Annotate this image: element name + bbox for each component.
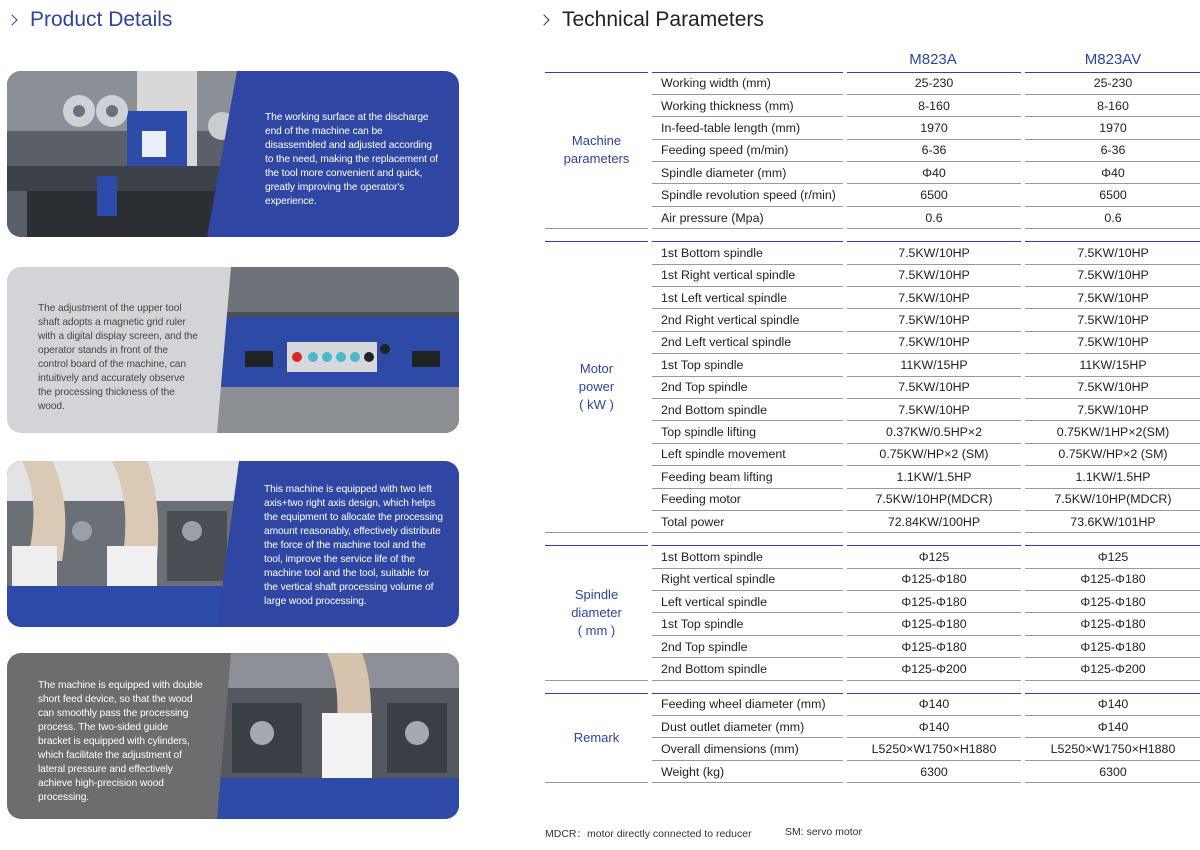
parameter-value-m823av: 7.5KW/10HP — [1023, 376, 1200, 398]
parameter-name: 1st Bottom spindle — [650, 546, 845, 568]
feature-card-axis-design — [7, 461, 459, 627]
parameter-name: 1st Top spindle — [650, 613, 845, 635]
technical-parameters-header — [540, 6, 764, 34]
parameter-value-m823av: 7.5KW/10HP(MDCR) — [1023, 488, 1200, 510]
parameter-name: 1st Bottom spindle — [650, 242, 845, 264]
machine-photo-spindles — [7, 461, 252, 627]
model-header: M823A — [845, 48, 1023, 72]
parameter-value-m823av: 0.75KW/HP×2 (SM) — [1023, 443, 1200, 465]
parameter-name: 1st Left vertical spindle — [650, 287, 845, 309]
parameter-value-m823a: Φ125-Φ180 — [845, 591, 1023, 613]
parameter-name: Air pressure (Mpa) — [650, 206, 845, 228]
parameter-value-m823av: Φ140 — [1023, 693, 1200, 715]
table-row — [545, 242, 1200, 264]
parameter-value-m823a: 7.5KW/10HP(MDCR) — [845, 488, 1023, 510]
group-label-line: power — [578, 379, 615, 395]
parameter-value-m823a: 25-230 — [845, 72, 1023, 94]
parameter-name: Top spindle lifting — [650, 421, 845, 443]
parameter-name: Spindle revolution speed (r/min) — [650, 184, 845, 206]
parameter-name: 2nd Left vertical spindle — [650, 331, 845, 353]
parameter-value-m823a: Φ125-Φ180 — [845, 568, 1023, 590]
table-row — [545, 546, 1200, 568]
parameter-value-m823av: 1.1KW/1.5HP — [1023, 466, 1200, 488]
parameter-name: Right vertical spindle — [650, 568, 845, 590]
parameter-value-m823a: 72.84KW/100HP — [845, 510, 1023, 532]
parameter-value-m823av: 7.5KW/10HP — [1023, 242, 1200, 264]
group-label-line: diameter — [571, 604, 622, 620]
parameter-name: Feeding wheel diameter (mm) — [650, 693, 845, 715]
table-row — [545, 693, 1200, 715]
parameter-name: Overall dimensions (mm) — [650, 738, 845, 760]
machine-photo-feed-device — [217, 653, 459, 819]
parameter-value-m823av: 11KW/15HP — [1023, 354, 1200, 376]
parameter-value-m823a: 6-36 — [845, 139, 1023, 161]
parameter-name: 2nd Bottom spindle — [650, 658, 845, 680]
parameter-value-m823a: 7.5KW/10HP — [845, 309, 1023, 331]
parameter-value-m823a: 0.6 — [845, 206, 1023, 228]
parameter-value-m823av: 7.5KW/10HP — [1023, 309, 1200, 331]
parameter-name: Total power — [650, 510, 845, 532]
parameter-name: Left spindle movement — [650, 443, 845, 465]
parameter-value-m823av: 6500 — [1023, 184, 1200, 206]
parameter-value-m823av: Φ125 — [1023, 546, 1200, 568]
table-row — [545, 72, 1200, 94]
machine-photo-discharge-end — [7, 71, 252, 237]
product-details-header — [8, 6, 172, 34]
parameter-value-m823av: 0.6 — [1023, 206, 1200, 228]
parameter-value-m823av: 25-230 — [1023, 72, 1200, 94]
parameter-value-m823av: Φ125-Φ200 — [1023, 658, 1200, 680]
parameter-value-m823av: 1970 — [1023, 117, 1200, 139]
group-label-line: Machine — [571, 133, 622, 149]
parameter-value-m823av: Φ40 — [1023, 162, 1200, 184]
parameter-value-m823a: 7.5KW/10HP — [845, 287, 1023, 309]
group-label — [545, 546, 650, 680]
parameter-name: Dust outlet diameter (mm) — [650, 716, 845, 738]
feature-card-feed-device — [7, 653, 459, 819]
feature-description: The adjustment of the upper tool shaft adopts a magnetic grid ruler with a digital display screen, and the operator stands in front of the control board of the machine, can intuitively and accurately observe the processing thickness of the wood. — [38, 303, 198, 412]
parameter-value-m823av: L5250×W1750×H1880 — [1023, 738, 1200, 760]
parameter-value-m823a: 0.37KW/0.5HP×2 — [845, 421, 1023, 443]
parameter-name: Feeding motor — [650, 488, 845, 510]
parameter-value-m823a: 7.5KW/10HP — [845, 376, 1023, 398]
machine-photo-control-board — [217, 267, 459, 433]
parameter-value-m823av: 0.75KW/1HP×2(SM) — [1023, 421, 1200, 443]
parameter-name: 1st Right vertical spindle — [650, 264, 845, 286]
feature-description: The working surface at the discharge end of the machine can be disassembled and adjusted according to the need, making the replacement of the tool more convenient and quick, greatly improving the operator's experience. — [265, 112, 438, 207]
parameter-name: Working thickness (mm) — [650, 94, 845, 116]
group-label-line: Remark — [573, 729, 620, 745]
model-header: M823AV — [1023, 48, 1200, 72]
parameter-value-m823a: Φ125-Φ180 — [845, 635, 1023, 657]
parameter-value-m823a: Φ125-Φ180 — [845, 613, 1023, 635]
group-label-line: Motor — [579, 361, 614, 377]
parameter-name: Feeding beam lifting — [650, 466, 845, 488]
parameter-value-m823a: Φ140 — [845, 693, 1023, 715]
parameter-value-m823av: 7.5KW/10HP — [1023, 398, 1200, 420]
parameter-value-m823a: Φ40 — [845, 162, 1023, 184]
footnote-mdcr: MDCR：motor directly connected to reducer — [545, 828, 752, 840]
parameter-value-m823a: 0.75KW/HP×2 (SM) — [845, 443, 1023, 465]
parameter-value-m823av: 7.5KW/10HP — [1023, 331, 1200, 353]
footnote-sm: SM: servo motor — [785, 826, 863, 838]
parameter-name: Left vertical spindle — [650, 591, 845, 613]
parameter-name: In-feed-table length (mm) — [650, 117, 845, 139]
technical-parameters-title: Technical Parameters — [562, 8, 764, 31]
parameter-name: 2nd Right vertical spindle — [650, 309, 845, 331]
parameter-name: Spindle diameter (mm) — [650, 162, 845, 184]
parameter-value-m823av: 6300 — [1023, 760, 1200, 782]
group-label — [545, 72, 650, 229]
parameter-name: 2nd Top spindle — [650, 376, 845, 398]
parameter-name: 1st Top spindle — [650, 354, 845, 376]
parameter-value-m823a: 11KW/15HP — [845, 354, 1023, 376]
parameter-value-m823av: 7.5KW/10HP — [1023, 287, 1200, 309]
feature-description: This machine is equipped with two left axis+two right axis design, which helps the equipment to allocate the processing amount reasonably, effectively distribute the force of the machine tool and the tool, improve the service life of the machine tool and the tool, suitable for the vertical shaft processing volume of large wood processing. — [264, 484, 443, 607]
product-details-title: Product Details — [30, 8, 173, 31]
parameter-value-m823a: 7.5KW/10HP — [845, 398, 1023, 420]
parameter-value-m823av: Φ140 — [1023, 716, 1200, 738]
parameter-value-m823a: L5250×W1750×H1880 — [845, 738, 1023, 760]
chevron-right-icon — [6, 14, 17, 25]
parameter-value-m823a: Φ125 — [845, 546, 1023, 568]
parameter-value-m823a: Φ125-Φ200 — [845, 658, 1023, 680]
parameter-name: Working width (mm) — [650, 72, 845, 94]
parameter-name: 2nd Top spindle — [650, 635, 845, 657]
parameter-value-m823av: Φ125-Φ180 — [1023, 635, 1200, 657]
parameter-name: 2nd Bottom spindle — [650, 398, 845, 420]
parameter-value-m823av: 73.6KW/101HP — [1023, 510, 1200, 532]
feature-card-discharge-end — [7, 71, 459, 237]
parameter-value-m823a: 7.5KW/10HP — [845, 242, 1023, 264]
model-header-row — [545, 48, 1200, 72]
parameter-value-m823av: Φ125-Φ180 — [1023, 613, 1200, 635]
parameter-value-m823a: 1970 — [845, 117, 1023, 139]
parameter-value-m823av: 8-160 — [1023, 94, 1200, 116]
parameter-value-m823a: 8-160 — [845, 94, 1023, 116]
parameter-name: Feeding speed (m/min) — [650, 139, 845, 161]
group-label-line: Spindle — [574, 586, 619, 602]
parameter-value-m823a: 6500 — [845, 184, 1023, 206]
parameter-value-m823av: Φ125-Φ180 — [1023, 591, 1200, 613]
parameter-value-m823a: 6300 — [845, 760, 1023, 782]
group-label-line: parameters — [563, 151, 630, 167]
group-label — [545, 693, 650, 783]
parameter-value-m823a: 7.5KW/10HP — [845, 264, 1023, 286]
parameter-value-m823av: 7.5KW/10HP — [1023, 264, 1200, 286]
parameter-value-m823a: 1.1KW/1.5HP — [845, 466, 1023, 488]
group-label-line: ( kW ) — [579, 397, 614, 413]
feature-description: The machine is equipped with double short feed device, so that the wood can smoothly pass the processing process. The two-sided guide bracket is equipped with cylinders, which facilitate the adjustment of lateral pressure and effectively achieve high-precision wood processing. — [38, 680, 203, 803]
parameter-value-m823a: Φ140 — [845, 716, 1023, 738]
parameter-value-m823a: 7.5KW/10HP — [845, 331, 1023, 353]
parameter-value-m823av: 6-36 — [1023, 139, 1200, 161]
parameter-name: Weight (kg) — [650, 760, 845, 782]
group-label-line: ( mm ) — [577, 622, 616, 638]
feature-card-magnetic-ruler — [7, 267, 459, 433]
chevron-right-icon — [538, 14, 549, 25]
technical-parameters-table — [545, 48, 1200, 783]
group-label — [545, 242, 650, 533]
parameter-value-m823av: Φ125-Φ180 — [1023, 568, 1200, 590]
